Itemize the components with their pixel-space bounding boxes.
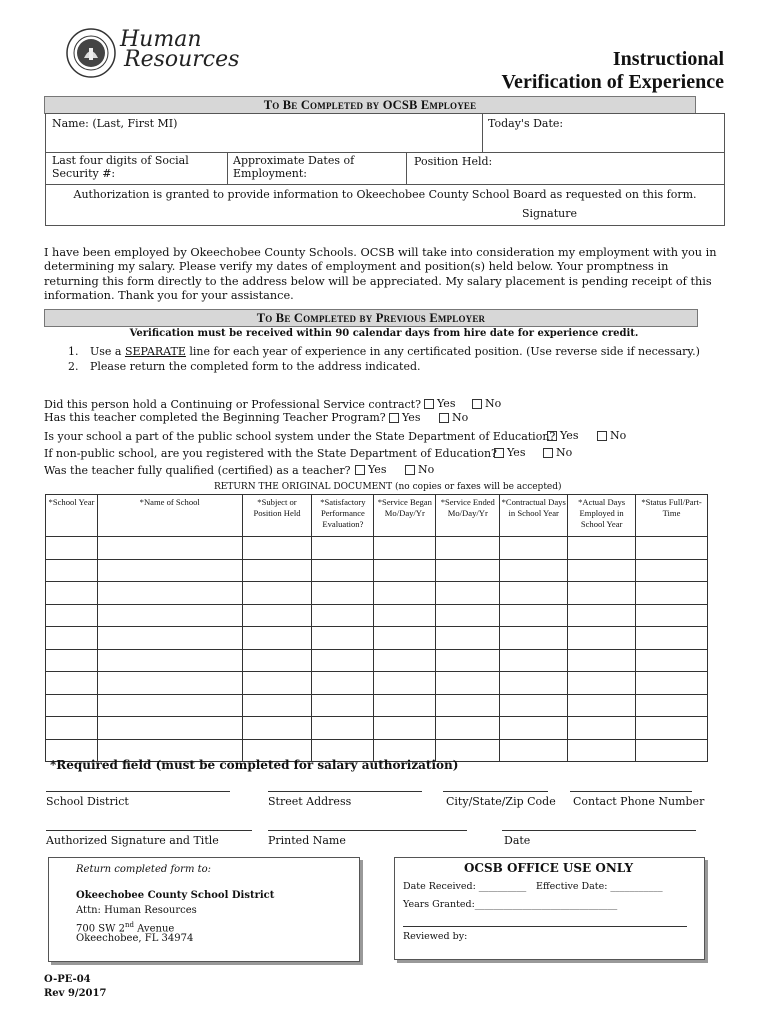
table-cell[interactable] bbox=[97, 537, 242, 560]
checkbox-icon bbox=[405, 465, 415, 475]
table-cell[interactable] bbox=[242, 627, 312, 650]
table-cell[interactable] bbox=[312, 537, 374, 560]
school-district-label: School District bbox=[46, 795, 129, 808]
no-label: No bbox=[418, 463, 435, 476]
table-cell[interactable] bbox=[500, 537, 568, 560]
checkbox-icon bbox=[543, 448, 553, 458]
street-number: 700 SW 2 bbox=[76, 923, 125, 935]
col-header-subject: *Subject or Position Held bbox=[242, 495, 312, 537]
table-cell[interactable] bbox=[436, 604, 500, 627]
table-header-row bbox=[46, 495, 708, 537]
table-cell[interactable] bbox=[46, 604, 98, 627]
table-cell[interactable] bbox=[374, 604, 436, 627]
table-cell[interactable] bbox=[97, 717, 242, 740]
table-cell[interactable] bbox=[636, 649, 708, 672]
human-resources-logo-text bbox=[120, 27, 240, 72]
table-row bbox=[46, 694, 708, 717]
table-cell[interactable] bbox=[500, 739, 568, 762]
return-original-note: RETURN THE ORIGINAL DOCUMENT (no copies or faxes will be accepted) bbox=[214, 482, 562, 492]
checkbox-icon bbox=[355, 465, 365, 475]
col-header-actual-days: *Actual Days Employed in School Year bbox=[568, 495, 636, 537]
col-header-school-name: *Name of School bbox=[97, 495, 242, 537]
table-cell[interactable] bbox=[636, 604, 708, 627]
table-cell[interactable] bbox=[500, 627, 568, 650]
table-cell[interactable] bbox=[500, 717, 568, 740]
date-line[interactable] bbox=[502, 830, 696, 831]
table-cell[interactable] bbox=[636, 739, 708, 762]
col-header-evaluation: *Satisfactory Performance Evaluation? bbox=[312, 495, 374, 537]
table-cell[interactable] bbox=[500, 582, 568, 605]
years-granted-field[interactable]: Years Granted:______________________________ bbox=[403, 899, 618, 910]
table-cell[interactable] bbox=[242, 694, 312, 717]
table-cell[interactable] bbox=[436, 672, 500, 695]
table-cell[interactable] bbox=[500, 559, 568, 582]
q5-no-checkbox[interactable] bbox=[405, 463, 434, 476]
question-beginning-teacher: Has this teacher completed the Beginning Teacher Program? bbox=[44, 411, 386, 424]
no-label: No bbox=[452, 411, 469, 424]
table-row bbox=[46, 559, 708, 582]
table-cell[interactable] bbox=[97, 582, 242, 605]
table-row bbox=[46, 627, 708, 650]
q3-yes-checkbox[interactable] bbox=[547, 429, 578, 442]
authorization-text: Authorization is granted to provide information to Okeechobee County School Board as requested on this form. bbox=[73, 188, 697, 201]
q1-no-checkbox[interactable] bbox=[472, 397, 501, 410]
table-cell[interactable] bbox=[436, 582, 500, 605]
table-cell[interactable] bbox=[636, 627, 708, 650]
instruction-1-text-a: Use a bbox=[90, 345, 125, 358]
checkbox-icon bbox=[389, 413, 399, 423]
position-held-field[interactable]: Position Held: bbox=[414, 155, 493, 168]
table-cell[interactable] bbox=[374, 717, 436, 740]
table-cell[interactable] bbox=[636, 694, 708, 717]
q3-no-checkbox[interactable] bbox=[597, 429, 626, 442]
table-cell[interactable] bbox=[374, 649, 436, 672]
table-cell[interactable] bbox=[312, 672, 374, 695]
col-header-contractual-days: *Contractual Days in School Year bbox=[500, 495, 568, 537]
printed-name-label: Printed Name bbox=[268, 834, 346, 847]
table-cell[interactable] bbox=[46, 559, 98, 582]
divider bbox=[45, 184, 725, 185]
table-cell[interactable] bbox=[97, 694, 242, 717]
city-state-zip-label: City/State/Zip Code bbox=[446, 795, 556, 808]
table-row bbox=[46, 604, 708, 627]
table-cell[interactable] bbox=[568, 717, 636, 740]
table-cell[interactable] bbox=[436, 694, 500, 717]
instruction-2-number: 2. bbox=[68, 360, 79, 373]
table-cell[interactable] bbox=[636, 717, 708, 740]
table-cell[interactable] bbox=[46, 627, 98, 650]
table-cell[interactable] bbox=[500, 604, 568, 627]
date-label: Date bbox=[504, 834, 531, 847]
street-name: Avenue bbox=[133, 923, 175, 935]
table-cell[interactable] bbox=[500, 694, 568, 717]
table-cell[interactable] bbox=[242, 604, 312, 627]
yes-label: Yes bbox=[402, 411, 421, 424]
table-cell[interactable] bbox=[500, 649, 568, 672]
authorized-signature-line[interactable] bbox=[46, 830, 252, 831]
table-cell[interactable] bbox=[46, 672, 98, 695]
table-row bbox=[46, 649, 708, 672]
col-header-service-began: *Service Began Mo/Day/Yr bbox=[374, 495, 436, 537]
instruction-1-number: 1. bbox=[68, 345, 79, 358]
contact-phone-line[interactable] bbox=[570, 791, 692, 792]
effective-date-field[interactable]: Effective Date: ___________ bbox=[536, 881, 663, 892]
table-cell[interactable] bbox=[568, 604, 636, 627]
q4-no-checkbox[interactable] bbox=[543, 446, 572, 459]
table-cell[interactable] bbox=[46, 582, 98, 605]
table-cell[interactable] bbox=[568, 627, 636, 650]
table-cell[interactable] bbox=[374, 672, 436, 695]
table-cell[interactable] bbox=[374, 582, 436, 605]
table-cell[interactable] bbox=[636, 537, 708, 560]
school-district-line[interactable] bbox=[46, 791, 230, 792]
yes-label: Yes bbox=[437, 397, 456, 410]
table-cell[interactable] bbox=[312, 649, 374, 672]
table-cell[interactable] bbox=[46, 717, 98, 740]
instruction-2: Please return the completed form to the address indicated. bbox=[90, 360, 421, 373]
required-field-note: *Required field (must be completed for salary authorization) bbox=[50, 758, 459, 772]
verification-deadline-note: Verification must be received within 90 calendar days from hire date for experience credit. bbox=[129, 328, 639, 339]
table-cell[interactable] bbox=[374, 627, 436, 650]
instruction-1-text-b: line for each year of experience in any certificated position. (Use reverse side if necessary.) bbox=[185, 345, 700, 358]
yes-label: Yes bbox=[507, 446, 526, 459]
no-label: No bbox=[485, 397, 502, 410]
todays-date-field[interactable]: Today's Date: bbox=[488, 117, 564, 130]
q4-yes-checkbox[interactable] bbox=[494, 446, 525, 459]
office-divider-line bbox=[403, 926, 687, 927]
table-cell[interactable] bbox=[436, 649, 500, 672]
table-cell[interactable] bbox=[568, 582, 636, 605]
table-cell[interactable] bbox=[312, 694, 374, 717]
date-received-field[interactable]: Date Received: __________ bbox=[403, 881, 527, 892]
instruction-1-emphasis: SEPARATE bbox=[124, 345, 186, 358]
table-cell[interactable] bbox=[374, 694, 436, 717]
table-cell[interactable] bbox=[97, 649, 242, 672]
table-row bbox=[46, 537, 708, 560]
form-revision: Rev 9/2017 bbox=[44, 988, 107, 999]
contact-phone-label: Contact Phone Number bbox=[573, 795, 705, 808]
intro-paragraph: I have been employed by Okeechobee County Schools. OCSB will take into consideration my employment with you in determining my salary. Please verify my dates of employment and position(s) held below. Your promptness in returning this form directly to the address below will be appreciated. My salary placement is pending receipt of this information. Thank you for your assistance. bbox=[44, 246, 717, 303]
printed-name-line[interactable] bbox=[268, 830, 467, 831]
table-cell[interactable] bbox=[46, 694, 98, 717]
table-cell[interactable] bbox=[374, 559, 436, 582]
divider bbox=[45, 152, 725, 153]
office-use-heading: OCSB OFFICE USE ONLY bbox=[463, 861, 634, 875]
table-cell[interactable] bbox=[97, 627, 242, 650]
employment-dates-field[interactable]: Approximate Dates of Employment: bbox=[233, 154, 355, 180]
table-cell[interactable] bbox=[312, 582, 374, 605]
table-cell[interactable] bbox=[636, 672, 708, 695]
checkbox-icon bbox=[597, 431, 607, 441]
city-state-zip-line[interactable] bbox=[443, 791, 548, 792]
return-city: Okeechobee, FL 34974 bbox=[76, 933, 194, 944]
checkbox-icon bbox=[494, 448, 504, 458]
col-header-service-ended: *Service Ended Mo/Day/Yr bbox=[436, 495, 500, 537]
logo-line-1: Human bbox=[120, 27, 202, 52]
table-cell[interactable] bbox=[242, 582, 312, 605]
table-cell[interactable] bbox=[568, 694, 636, 717]
question-fully-qualified: Was the teacher fully qualified (certified) as a teacher? bbox=[44, 464, 351, 477]
district-seal-logo bbox=[66, 28, 116, 78]
checkbox-icon bbox=[439, 413, 449, 423]
logo-line-2: Resources bbox=[124, 47, 240, 72]
col-header-school-year: *School Year bbox=[46, 495, 98, 537]
no-label: No bbox=[556, 446, 573, 459]
no-label: No bbox=[610, 429, 627, 442]
reviewed-by-field[interactable]: Reviewed by: bbox=[403, 931, 468, 942]
street-address-line[interactable] bbox=[268, 791, 422, 792]
checkbox-icon bbox=[472, 399, 482, 409]
question-contract: Did this person hold a Continuing or Professional Service contract? bbox=[44, 398, 422, 411]
question-public-school: Is your school a part of the public school system under the State Department of Education? bbox=[44, 430, 556, 443]
table-cell[interactable] bbox=[568, 739, 636, 762]
yes-label: Yes bbox=[560, 429, 579, 442]
table-cell[interactable] bbox=[242, 559, 312, 582]
q2-yes-checkbox[interactable] bbox=[389, 411, 420, 424]
q1-yes-checkbox[interactable] bbox=[424, 397, 455, 410]
table-cell[interactable] bbox=[568, 559, 636, 582]
divider bbox=[406, 152, 407, 184]
table-row bbox=[46, 717, 708, 740]
street-ordinal: nd bbox=[124, 921, 134, 929]
table-cell[interactable] bbox=[97, 604, 242, 627]
table-cell[interactable] bbox=[436, 559, 500, 582]
table-cell[interactable] bbox=[636, 559, 708, 582]
divider bbox=[227, 152, 228, 184]
checkbox-icon bbox=[547, 431, 557, 441]
table-cell[interactable] bbox=[312, 559, 374, 582]
form-title-line-2: Verification of Experience bbox=[501, 71, 724, 93]
table-cell[interactable] bbox=[568, 649, 636, 672]
checkbox-icon bbox=[424, 399, 434, 409]
signature-field[interactable]: Signature bbox=[522, 207, 578, 220]
table-cell[interactable] bbox=[242, 649, 312, 672]
table-cell[interactable] bbox=[312, 627, 374, 650]
table-cell[interactable] bbox=[500, 672, 568, 695]
form-title-line-1: Instructional bbox=[612, 48, 724, 70]
return-heading: Return completed form to: bbox=[76, 864, 212, 875]
table-cell[interactable] bbox=[97, 672, 242, 695]
table-cell[interactable] bbox=[242, 537, 312, 560]
section-previous-employer-bar: To Be Completed by Previous Employer bbox=[44, 309, 698, 327]
street-address-label: Street Address bbox=[268, 795, 352, 808]
question-non-public-registered: If non-public school, are you registered with the State Department of Education? bbox=[44, 447, 497, 460]
experience-table bbox=[45, 494, 708, 762]
q5-yes-checkbox[interactable] bbox=[355, 463, 386, 476]
table-cell[interactable] bbox=[436, 717, 500, 740]
table-cell[interactable] bbox=[436, 537, 500, 560]
table-cell[interactable] bbox=[374, 537, 436, 560]
return-attn: Attn: Human Resources bbox=[76, 905, 197, 916]
authorized-signature-label: Authorized Signature and Title bbox=[46, 834, 219, 847]
table-cell[interactable] bbox=[436, 627, 500, 650]
table-cell[interactable] bbox=[97, 559, 242, 582]
table-row bbox=[46, 582, 708, 605]
table-cell[interactable] bbox=[242, 672, 312, 695]
table-cell[interactable] bbox=[312, 604, 374, 627]
ssn-field[interactable]: Last four digits of Social Security #: bbox=[52, 154, 189, 180]
return-org: Okeechobee County School District bbox=[76, 890, 275, 901]
q2-no-checkbox[interactable] bbox=[439, 411, 468, 424]
table-cell[interactable] bbox=[242, 717, 312, 740]
table-cell[interactable] bbox=[568, 537, 636, 560]
table-cell[interactable] bbox=[568, 672, 636, 695]
table-cell[interactable] bbox=[636, 582, 708, 605]
instruction-1 bbox=[90, 345, 700, 358]
col-header-status: *Status Full/Part-Time bbox=[636, 495, 708, 537]
table-row bbox=[46, 672, 708, 695]
table-cell[interactable] bbox=[312, 717, 374, 740]
form-id: O-PE-04 bbox=[44, 974, 91, 985]
yes-label: Yes bbox=[368, 463, 387, 476]
section-employee-bar: To Be Completed by OCSB Employee bbox=[44, 96, 696, 114]
name-field[interactable]: Name: (Last, First MI) bbox=[52, 117, 178, 130]
table-cell[interactable] bbox=[46, 649, 98, 672]
table-cell[interactable] bbox=[46, 537, 98, 560]
divider bbox=[482, 113, 483, 152]
